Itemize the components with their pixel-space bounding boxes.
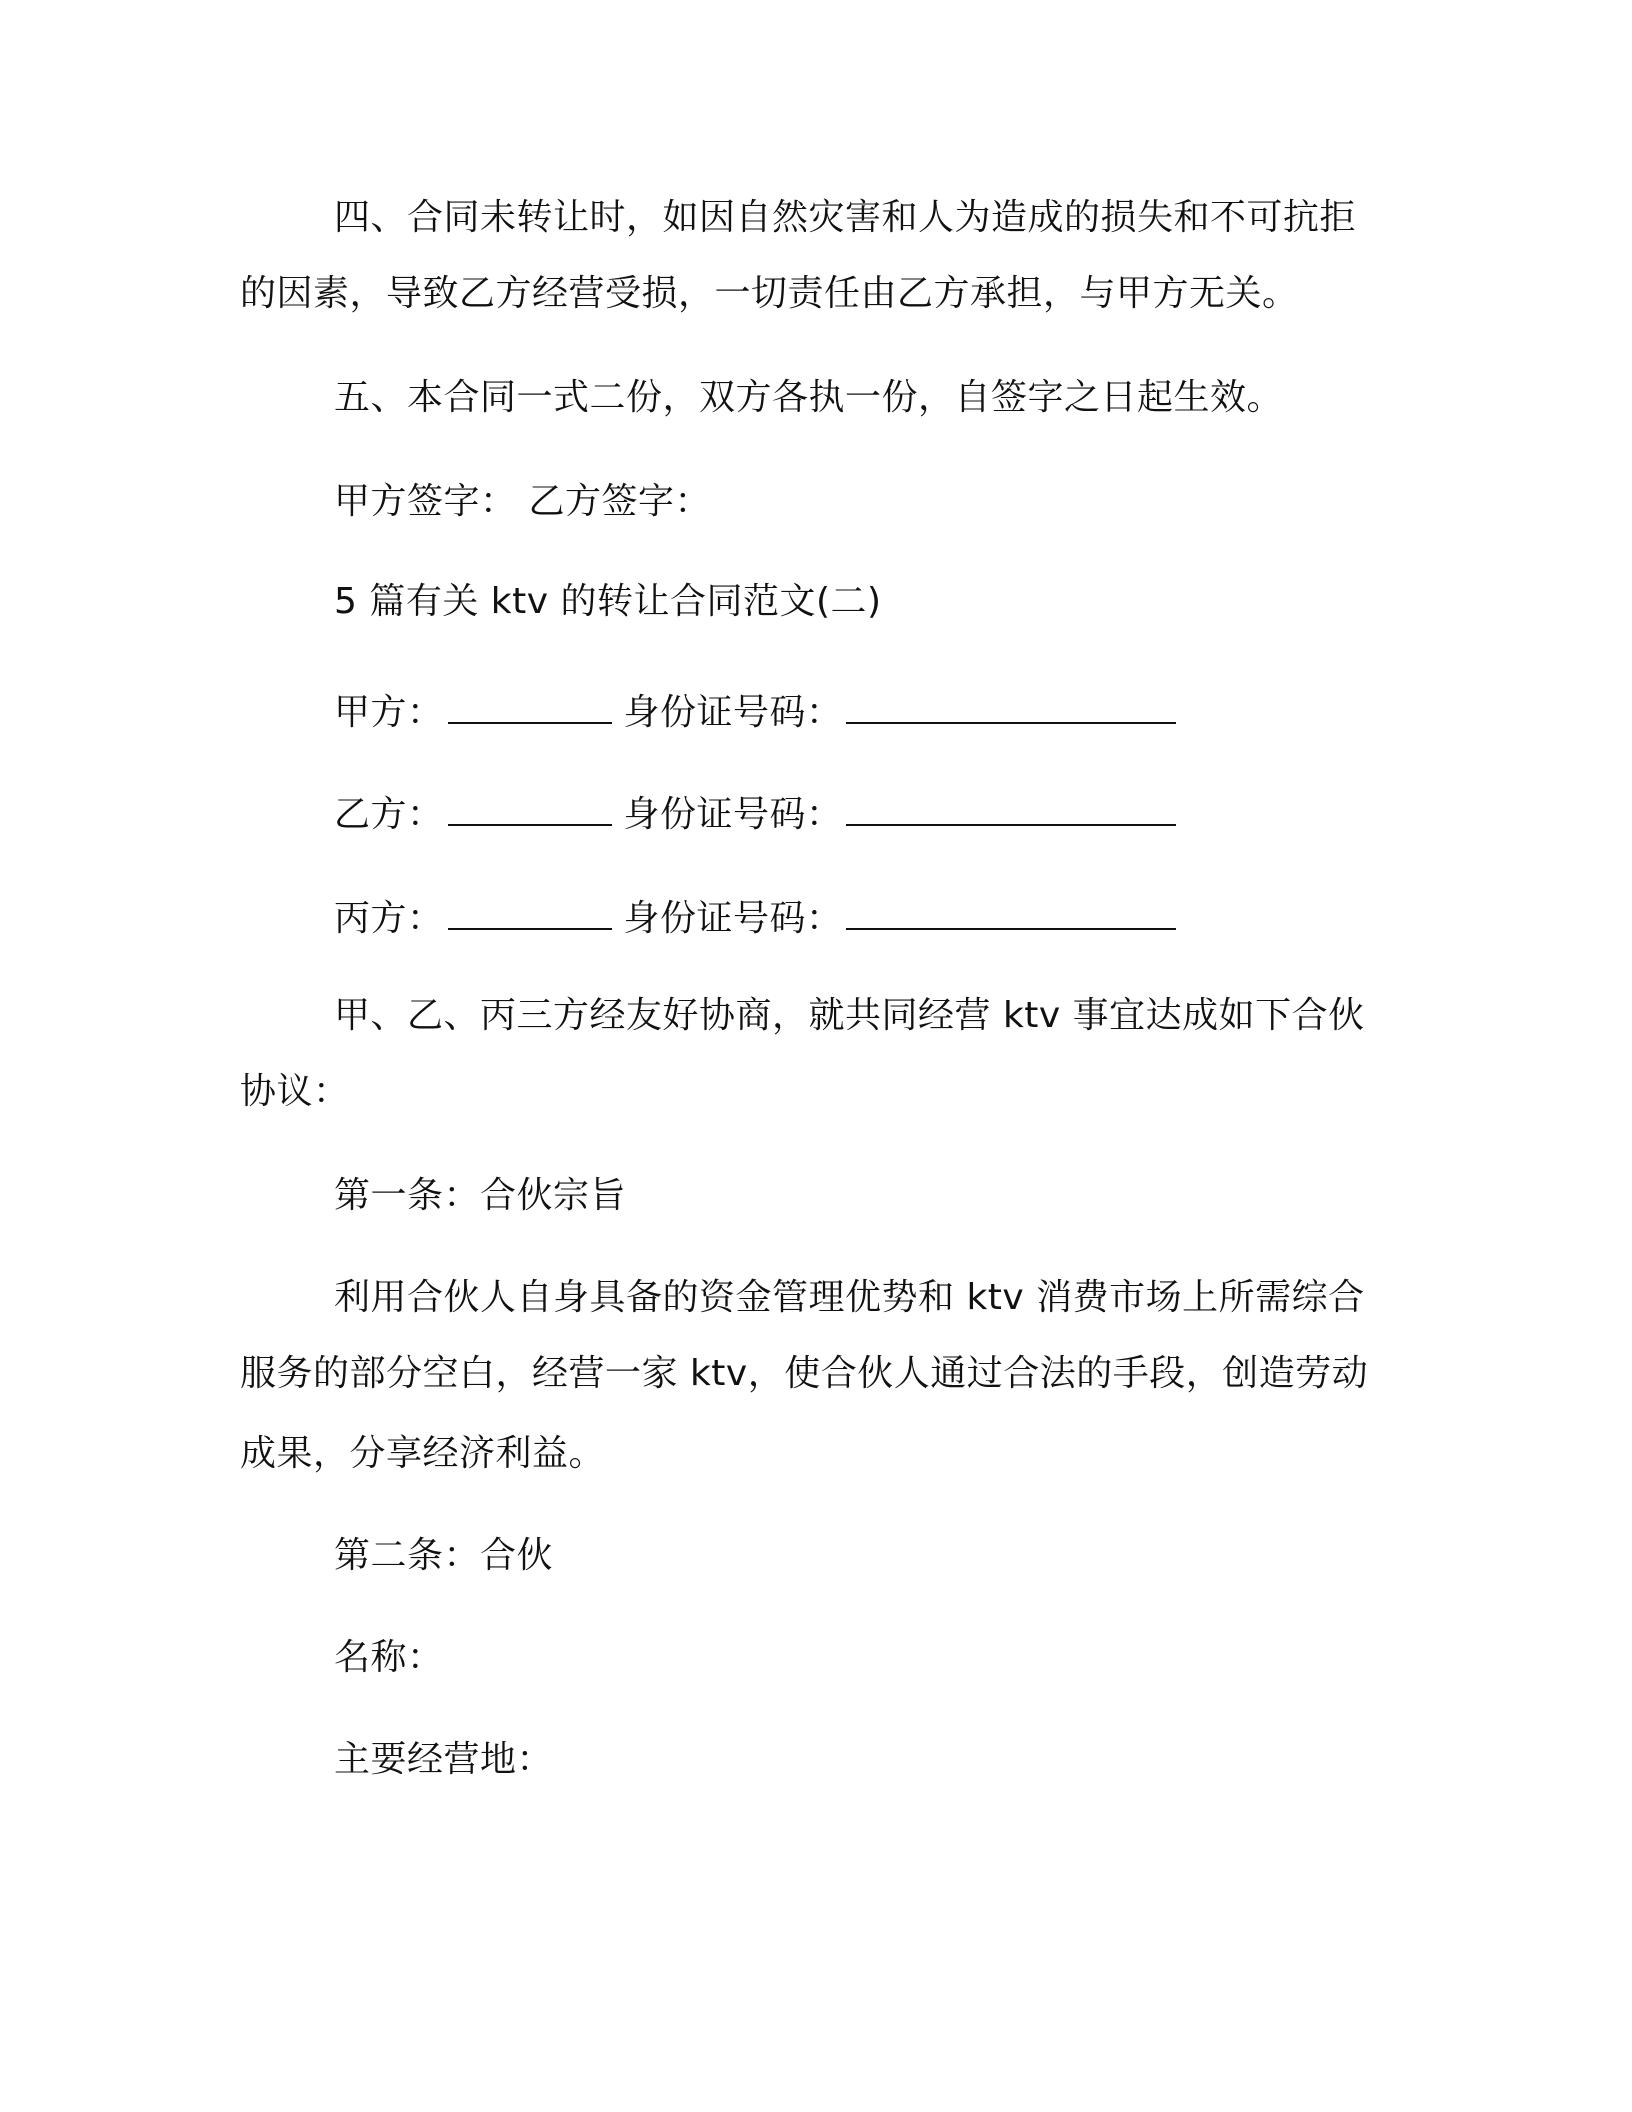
section-title: 5 篇有关 ktv 的转让合同范文(二)	[334, 581, 882, 622]
article-1-line-1: 利用合伙人自身具备的资金管理优势和 ktv 消费市场上所需综合	[334, 1277, 1365, 1318]
id-number-blank	[846, 792, 1176, 826]
party-label: 乙方：	[334, 794, 444, 835]
party-row-b	[334, 792, 1176, 837]
party-row-c	[334, 896, 1176, 941]
name-blank	[448, 896, 612, 930]
preamble-line-2: 协议：	[240, 1071, 350, 1112]
place-label: 主要经营地：	[334, 1739, 554, 1780]
id-number-blank	[846, 690, 1176, 724]
name-blank	[448, 690, 612, 724]
party-row-a	[334, 690, 1176, 735]
article-1-line-2: 服务的部分空白，经营一家 ktv，使合伙人通过合法的手段，创造劳动	[240, 1353, 1369, 1394]
id-number-label: 身份证号码：	[623, 794, 843, 835]
clause-4-line-1: 四、合同未转让时，如因自然灾害和人为造成的损失和不可抗拒	[334, 197, 1357, 238]
signature-line: 甲方签字： 乙方签字：	[334, 481, 711, 522]
party-label: 丙方：	[334, 898, 444, 939]
id-number-blank	[846, 896, 1176, 930]
clause-5: 五、本合同一式二份，双方各执一份，自签字之日起生效。	[334, 377, 1284, 418]
id-number-label: 身份证号码：	[623, 692, 843, 733]
clause-4-line-2: 的因素，导致乙方经营受损，一切责任由乙方承担，与甲方无关。	[240, 273, 1299, 314]
name-label: 名称：	[334, 1637, 444, 1678]
article-1-line-3: 成果，分享经济利益。	[240, 1433, 606, 1474]
article-2-title: 第二条：合伙	[334, 1535, 554, 1576]
preamble-line-1: 甲、乙、丙三方经友好协商，就共同经营 ktv 事宜达成如下合伙	[334, 995, 1365, 1036]
id-number-label: 身份证号码：	[623, 898, 843, 939]
article-1-title: 第一条：合伙宗旨	[334, 1175, 627, 1216]
party-label: 甲方：	[334, 692, 444, 733]
name-blank	[448, 792, 612, 826]
